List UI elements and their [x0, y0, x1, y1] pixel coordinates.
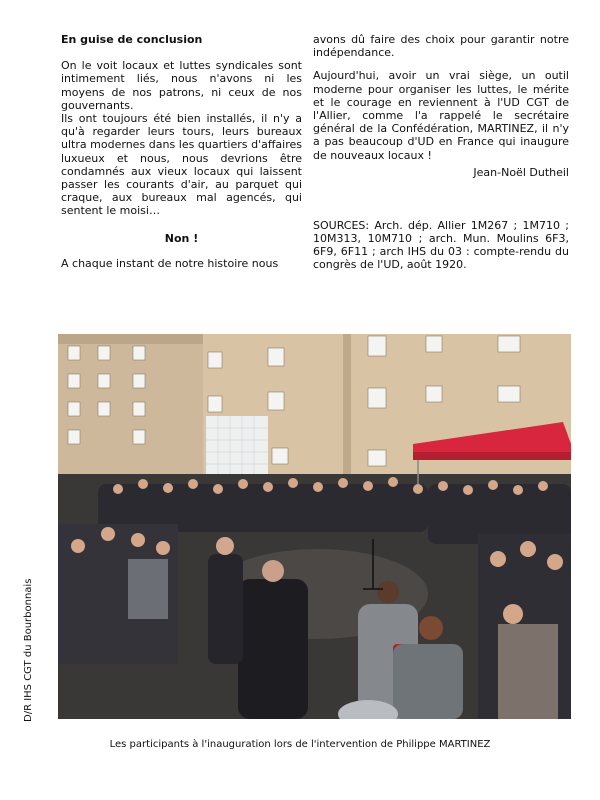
paragraph-today: Aujourd'hui, avoir un vrai siège, un outil moderne pour organiser les luttes, le mérite et le courage en reviennent à l'UD CGT de l'Allier, comme l'a rappelé le secrétaire général de la Confédération, MARTINEZ, il n'y a pas beaucoup d'UD en France qui inaugure de nouveaux locaux ! [313, 69, 569, 162]
article-right-column [313, 33, 569, 271]
photo-credit: D/R IHS CGT du Bourbonnais [23, 578, 34, 722]
author-signature: Jean-Noël Dutheil [473, 165, 569, 179]
article-left-column [61, 33, 302, 270]
paragraph-history-start: A chaque instant de notre histoire nous [61, 256, 279, 270]
photo-caption: Les participants à l'inauguration lors de l'intervention de Philippe MARTINEZ [109, 739, 491, 750]
paragraph-installed: Ils ont toujours été bien installés, il n'y a qu'à regarder leurs tours, leurs bureaux ultra modernes dans les quartiers d'affaires luxueux et nous, nous devrions être condamnés aux vieux locaux qui laissent passer les courants d'air, au parquet qui craque, aux bureaux mal agencés, qui sentent le moisi… [61, 112, 302, 218]
inauguration-photo [58, 334, 571, 719]
non-exclamation: Non ! [164, 231, 199, 245]
section-heading: En guise de conclusion [61, 33, 203, 46]
paragraph-intro: On le voit locaux et luttes syndicales sont intimement liés, nous n'avons ni les moyens de nos patrons, ni ceux de nos gouvernants. [61, 59, 302, 112]
sources-note: SOURCES: Arch. dép. Allier 1M267 ; 1M710 ; 10M313, 10M710 ; arch. Mun. Moulins 6F3, 6F9, 6F11 ; arch IHS du 03 : compte-rendu du congrès de l'UD, août 1920. [313, 219, 569, 272]
photo-illustration [58, 334, 571, 719]
paragraph-history-end: avons dû faire des choix pour garantir notre indépendance. [313, 33, 569, 60]
